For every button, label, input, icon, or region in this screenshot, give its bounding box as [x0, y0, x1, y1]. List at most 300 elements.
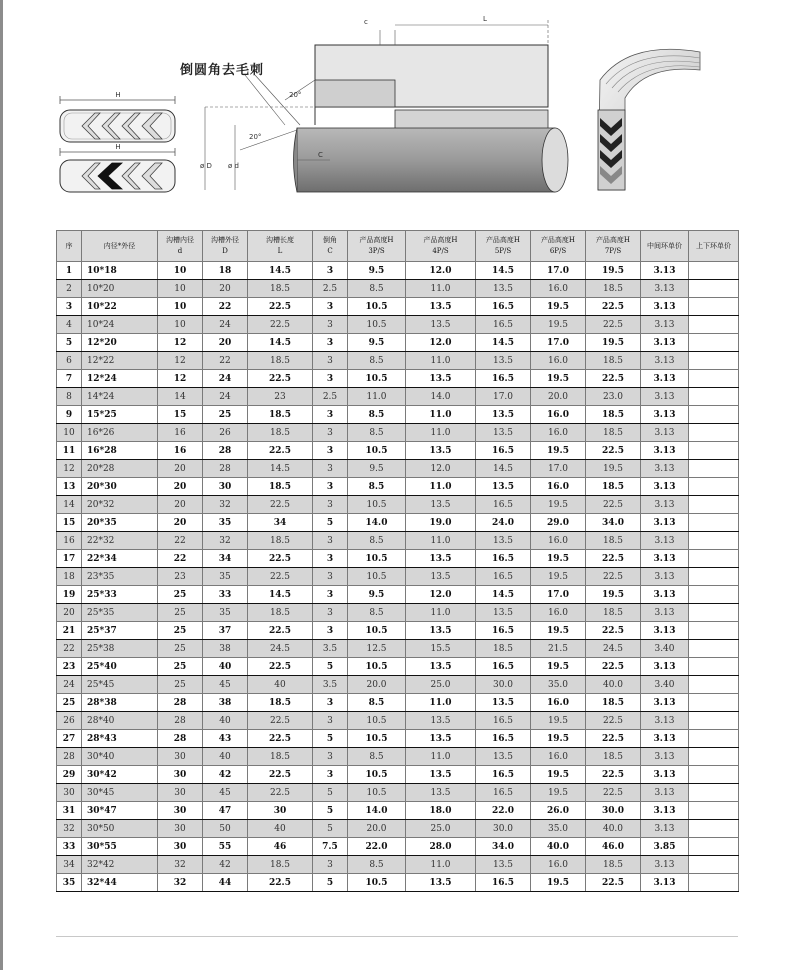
- table-cell: 22.5: [586, 496, 641, 514]
- table-cell: 27: [57, 730, 82, 748]
- table-row: [57, 820, 739, 838]
- table-cell: 22.5: [586, 298, 641, 316]
- table-row: [57, 712, 739, 730]
- table-cell: 17.0: [531, 262, 586, 280]
- table-cell: 14: [158, 388, 203, 406]
- table-cell: 23: [57, 658, 82, 676]
- spec-table: [56, 230, 739, 892]
- table-cell: 16.5: [476, 442, 531, 460]
- angle-20-top: 20°: [289, 91, 302, 99]
- table-cell: 19.5: [531, 550, 586, 568]
- table-cell: 26.0: [531, 802, 586, 820]
- table-cell: 22.5: [586, 316, 641, 334]
- table-cell: 1: [57, 262, 82, 280]
- table-row: [57, 424, 739, 442]
- table-cell: 13.5: [406, 730, 476, 748]
- table-cell: 12.5: [348, 640, 406, 658]
- table-cell: 11.0: [406, 406, 476, 424]
- table-cell: 18.5: [248, 604, 313, 622]
- table-cell: 13.5: [406, 766, 476, 784]
- table-cell: 14.5: [476, 334, 531, 352]
- footer-divider: [56, 936, 738, 937]
- table-cell: 3: [313, 766, 348, 784]
- table-cell: [689, 784, 739, 802]
- table-cell: 34: [248, 514, 313, 532]
- table-cell: 22.5: [248, 622, 313, 640]
- table-cell: 18.5: [248, 478, 313, 496]
- table-cell: 14.5: [476, 262, 531, 280]
- table-cell: 22.5: [586, 622, 641, 640]
- table-cell: 22.5: [586, 784, 641, 802]
- table-cell: 16.5: [476, 622, 531, 640]
- table-cell: 3.13: [641, 694, 689, 712]
- table-cell: 9.5: [348, 262, 406, 280]
- table-cell: [689, 856, 739, 874]
- table-cell: 22: [158, 550, 203, 568]
- table-cell: 19.5: [531, 622, 586, 640]
- table-cell: 13.5: [476, 280, 531, 298]
- diagram-svg: [0, 0, 790, 225]
- table-cell: 5: [313, 874, 348, 892]
- table-cell: 22.5: [248, 766, 313, 784]
- table-cell: 17.0: [531, 334, 586, 352]
- table-cell: 9.5: [348, 334, 406, 352]
- table-cell: 10: [158, 262, 203, 280]
- column-header-sub: C: [327, 247, 333, 255]
- table-row: [57, 802, 739, 820]
- table-cell: 10: [158, 298, 203, 316]
- table-cell: 10*18: [82, 262, 158, 280]
- table-cell: 13.5: [476, 478, 531, 496]
- table-cell: 20.0: [348, 820, 406, 838]
- table-cell: 20*32: [82, 496, 158, 514]
- table-cell: 3.13: [641, 280, 689, 298]
- table-cell: 22: [203, 352, 248, 370]
- table-row: [57, 514, 739, 532]
- table-cell: 22.5: [248, 730, 313, 748]
- table-cell: 19.5: [531, 496, 586, 514]
- dim-H-top: H: [115, 91, 121, 99]
- table-cell: 16*28: [82, 442, 158, 460]
- table-cell: 3.13: [641, 352, 689, 370]
- table-cell: 8.5: [348, 352, 406, 370]
- column-header: [641, 231, 689, 262]
- table-cell: [689, 496, 739, 514]
- table-cell: 30*47: [82, 802, 158, 820]
- dim-c-top: c: [364, 18, 368, 26]
- table-cell: 11.0: [406, 856, 476, 874]
- table-cell: [689, 838, 739, 856]
- column-header: [158, 231, 203, 262]
- table-cell: 3.13: [641, 550, 689, 568]
- table-cell: 14.5: [476, 586, 531, 604]
- table-cell: [689, 568, 739, 586]
- table-cell: 3: [313, 316, 348, 334]
- table-cell: 46.0: [586, 838, 641, 856]
- table-cell: 22.5: [586, 874, 641, 892]
- table-cell: 23.0: [586, 388, 641, 406]
- table-cell: [689, 802, 739, 820]
- dim-H-bottom: H: [115, 143, 121, 151]
- column-header: [689, 231, 739, 262]
- table-cell: 21.5: [531, 640, 586, 658]
- table-cell: 12*22: [82, 352, 158, 370]
- table-cell: 16.5: [476, 496, 531, 514]
- column-header: [248, 231, 313, 262]
- table-cell: 11.0: [406, 424, 476, 442]
- table-cell: 20: [203, 280, 248, 298]
- table-cell: 32: [57, 820, 82, 838]
- table-row: [57, 388, 739, 406]
- table-cell: 13.5: [406, 496, 476, 514]
- table-cell: 26: [57, 712, 82, 730]
- table-cell: 25: [158, 622, 203, 640]
- table-cell: 24.5: [248, 640, 313, 658]
- table-cell: 5: [313, 820, 348, 838]
- table-cell: 14.5: [248, 460, 313, 478]
- table-cell: 3: [313, 622, 348, 640]
- table-cell: 28*38: [82, 694, 158, 712]
- table-cell: 3.13: [641, 820, 689, 838]
- table-cell: 13.5: [406, 442, 476, 460]
- table-cell: 22.5: [248, 316, 313, 334]
- table-cell: 18.5: [586, 478, 641, 496]
- table-cell: 19.5: [531, 784, 586, 802]
- table-cell: [689, 352, 739, 370]
- deburr-label: 倒圆角去毛刺: [180, 63, 265, 78]
- table-cell: 28.0: [406, 838, 476, 856]
- table-cell: 22.5: [586, 712, 641, 730]
- table-cell: 22.5: [248, 874, 313, 892]
- table-cell: 32: [158, 856, 203, 874]
- table-cell: 18: [57, 568, 82, 586]
- table-cell: 30: [203, 478, 248, 496]
- packing-set-bottom: [60, 143, 175, 192]
- table-cell: 28: [158, 712, 203, 730]
- table-row: [57, 496, 739, 514]
- table-cell: 22.5: [248, 298, 313, 316]
- table-cell: 3.13: [641, 874, 689, 892]
- column-header-title: 上下环单价: [696, 241, 731, 250]
- table-cell: 16.5: [476, 658, 531, 676]
- table-row: [57, 658, 739, 676]
- table-cell: 10.5: [348, 550, 406, 568]
- table-row: [57, 784, 739, 802]
- table-cell: 3.5: [313, 676, 348, 694]
- table-cell: 10.5: [348, 658, 406, 676]
- table-row: [57, 442, 739, 460]
- table-cell: 3.40: [641, 676, 689, 694]
- table-cell: 25: [203, 406, 248, 424]
- table-cell: 35.0: [531, 676, 586, 694]
- table-cell: 25*40: [82, 658, 158, 676]
- column-header: [203, 231, 248, 262]
- table-cell: 3: [313, 712, 348, 730]
- table-cell: 3: [313, 370, 348, 388]
- table-cell: 22.0: [476, 802, 531, 820]
- table-cell: 19.5: [531, 442, 586, 460]
- table-cell: 19.5: [531, 712, 586, 730]
- table-header-row: [57, 231, 739, 262]
- column-header-title: 内径*外径: [103, 241, 136, 250]
- table-cell: 13.5: [406, 658, 476, 676]
- table-cell: 7: [57, 370, 82, 388]
- column-header-title: 序: [65, 241, 73, 250]
- table-cell: [689, 298, 739, 316]
- table-cell: 3.13: [641, 748, 689, 766]
- table-cell: 10*24: [82, 316, 158, 334]
- table-cell: 18.5: [248, 532, 313, 550]
- table-cell: 13.5: [406, 550, 476, 568]
- table-cell: 8.5: [348, 478, 406, 496]
- table-cell: 22: [158, 532, 203, 550]
- table-cell: 10.5: [348, 568, 406, 586]
- table-cell: 28*43: [82, 730, 158, 748]
- table-cell: 11.0: [406, 604, 476, 622]
- table-cell: 23: [158, 568, 203, 586]
- table-cell: 22.5: [586, 568, 641, 586]
- table-cell: 40: [203, 658, 248, 676]
- table-cell: 8.5: [348, 604, 406, 622]
- table-cell: 19.5: [586, 586, 641, 604]
- table-cell: 16.0: [531, 856, 586, 874]
- table-cell: 13.5: [476, 748, 531, 766]
- table-cell: 28: [203, 460, 248, 478]
- table-cell: 19.5: [531, 568, 586, 586]
- table-cell: 3.13: [641, 784, 689, 802]
- table-row: [57, 370, 739, 388]
- table-cell: 3: [313, 856, 348, 874]
- table-cell: 5: [313, 658, 348, 676]
- table-cell: 29.0: [531, 514, 586, 532]
- table-row: [57, 604, 739, 622]
- table-cell: 28: [158, 694, 203, 712]
- table-cell: 3.13: [641, 370, 689, 388]
- table-cell: 20*30: [82, 478, 158, 496]
- table-cell: 3: [313, 604, 348, 622]
- table-cell: 11.0: [406, 352, 476, 370]
- table-cell: 18.5: [248, 694, 313, 712]
- table-cell: 13.5: [476, 694, 531, 712]
- table-cell: 34.0: [476, 838, 531, 856]
- table-cell: 3.13: [641, 424, 689, 442]
- table-cell: 13.5: [476, 532, 531, 550]
- table-cell: 24: [203, 316, 248, 334]
- table-cell: 6: [57, 352, 82, 370]
- table-row: [57, 280, 739, 298]
- table-cell: 25: [158, 604, 203, 622]
- table-cell: 37: [203, 622, 248, 640]
- table-cell: 13: [57, 478, 82, 496]
- table-cell: 50: [203, 820, 248, 838]
- table-cell: 24: [57, 676, 82, 694]
- column-header: [406, 231, 476, 262]
- table-cell: [689, 406, 739, 424]
- table-row: [57, 352, 739, 370]
- table-cell: 16.5: [476, 568, 531, 586]
- column-header: [348, 231, 406, 262]
- table-cell: 16.0: [531, 280, 586, 298]
- table-cell: 13.5: [406, 712, 476, 730]
- column-header-title: 产品高度H: [359, 236, 394, 244]
- table-cell: [689, 604, 739, 622]
- table-cell: 3.13: [641, 298, 689, 316]
- table-cell: 45: [203, 676, 248, 694]
- table-cell: 16.5: [476, 784, 531, 802]
- table-cell: 22.5: [248, 550, 313, 568]
- table-cell: 22*34: [82, 550, 158, 568]
- table-cell: [689, 622, 739, 640]
- table-cell: 12*24: [82, 370, 158, 388]
- table-cell: 5: [313, 802, 348, 820]
- table-row: [57, 766, 739, 784]
- table-cell: 10.5: [348, 730, 406, 748]
- table-cell: 40.0: [531, 838, 586, 856]
- table-cell: 19.5: [586, 334, 641, 352]
- table-cell: 22.5: [248, 496, 313, 514]
- table-cell: 28: [158, 730, 203, 748]
- table-cell: 18.5: [586, 352, 641, 370]
- table-cell: 3.13: [641, 532, 689, 550]
- table-cell: 20: [158, 478, 203, 496]
- table-cell: 19.0: [406, 514, 476, 532]
- table-cell: 10*22: [82, 298, 158, 316]
- table-cell: 10.5: [348, 712, 406, 730]
- table-cell: 18.5: [248, 856, 313, 874]
- column-header: [313, 231, 348, 262]
- table-cell: 35.0: [531, 820, 586, 838]
- table-cell: 30.0: [586, 802, 641, 820]
- table-cell: [689, 676, 739, 694]
- table-cell: 15*25: [82, 406, 158, 424]
- table-cell: 13.5: [476, 424, 531, 442]
- table-cell: 14.0: [406, 388, 476, 406]
- table-cell: 3: [313, 460, 348, 478]
- table-cell: 17.0: [531, 586, 586, 604]
- table-cell: 33: [57, 838, 82, 856]
- column-header-sub: 6P/S: [549, 247, 567, 255]
- table-cell: 47: [203, 802, 248, 820]
- table-cell: [689, 874, 739, 892]
- table-row: [57, 316, 739, 334]
- table-cell: 16.5: [476, 298, 531, 316]
- table-cell: 9.5: [348, 460, 406, 478]
- table-cell: 31: [57, 802, 82, 820]
- table-cell: 26: [203, 424, 248, 442]
- table-cell: 18.5: [586, 604, 641, 622]
- table-cell: 35: [203, 514, 248, 532]
- table-cell: 20.0: [531, 388, 586, 406]
- table-cell: 18.5: [248, 280, 313, 298]
- table-row: [57, 262, 739, 280]
- table-cell: 3.13: [641, 802, 689, 820]
- table-cell: 22.5: [586, 550, 641, 568]
- table-cell: 14.5: [248, 334, 313, 352]
- table-cell: 8.5: [348, 748, 406, 766]
- table-cell: 32*42: [82, 856, 158, 874]
- table-cell: 13.5: [476, 856, 531, 874]
- table-cell: 30*55: [82, 838, 158, 856]
- table-cell: 11.0: [406, 478, 476, 496]
- table-cell: 13.5: [406, 568, 476, 586]
- column-header-title: 产品高度H: [485, 236, 521, 244]
- table-row: [57, 478, 739, 496]
- table-cell: [689, 388, 739, 406]
- angle-20-bottom: 20°: [249, 133, 262, 141]
- table-cell: 4: [57, 316, 82, 334]
- table-cell: 17: [57, 550, 82, 568]
- table-cell: 22.5: [586, 766, 641, 784]
- table-cell: 3.13: [641, 712, 689, 730]
- table-cell: 3.13: [641, 316, 689, 334]
- table-cell: 16.0: [531, 478, 586, 496]
- table-cell: 14.5: [248, 262, 313, 280]
- table-cell: [689, 550, 739, 568]
- column-header-title: 倒角: [323, 236, 337, 244]
- table-cell: 38: [203, 694, 248, 712]
- table-row: [57, 460, 739, 478]
- table-cell: 3: [313, 352, 348, 370]
- table-cell: 16.0: [531, 532, 586, 550]
- dim-C: C: [318, 151, 323, 159]
- table-cell: [689, 640, 739, 658]
- table-cell: [689, 514, 739, 532]
- table-cell: 23: [248, 388, 313, 406]
- table-cell: 3.13: [641, 604, 689, 622]
- table-cell: 19.5: [531, 370, 586, 388]
- table-row: [57, 694, 739, 712]
- table-row: [57, 676, 739, 694]
- table-cell: 18: [203, 262, 248, 280]
- table-cell: 11.0: [406, 694, 476, 712]
- table-cell: 34: [203, 550, 248, 568]
- table-cell: 32: [203, 532, 248, 550]
- table-cell: 19.5: [586, 460, 641, 478]
- table-cell: 3.13: [641, 442, 689, 460]
- groove-cross-section: [200, 15, 568, 192]
- table-cell: 10.5: [348, 874, 406, 892]
- table-cell: [689, 460, 739, 478]
- table-cell: 3.13: [641, 658, 689, 676]
- table-cell: 20: [158, 460, 203, 478]
- table-cell: 40: [203, 748, 248, 766]
- table-cell: 13.5: [476, 604, 531, 622]
- table-cell: 15: [158, 406, 203, 424]
- table-cell: 3.13: [641, 568, 689, 586]
- table-cell: 3: [313, 262, 348, 280]
- table-cell: 19.5: [531, 298, 586, 316]
- table-cell: 40: [248, 676, 313, 694]
- table-cell: 18.5: [248, 424, 313, 442]
- table-cell: 10*20: [82, 280, 158, 298]
- table-cell: 18.0: [406, 802, 476, 820]
- table-cell: 13.5: [406, 874, 476, 892]
- table-cell: 22.5: [248, 712, 313, 730]
- table-cell: 10.5: [348, 370, 406, 388]
- table-row: [57, 406, 739, 424]
- table-cell: 3.85: [641, 838, 689, 856]
- table-cell: 3: [313, 298, 348, 316]
- column-header-title: 产品高度H: [423, 236, 458, 244]
- table-row: [57, 874, 739, 892]
- column-header-sub: 4P/S: [432, 247, 449, 255]
- table-cell: 3: [313, 496, 348, 514]
- table-cell: 10: [57, 424, 82, 442]
- table-cell: 30*50: [82, 820, 158, 838]
- table-cell: 3.13: [641, 460, 689, 478]
- table-cell: 22.5: [248, 568, 313, 586]
- table-cell: 30.0: [476, 820, 531, 838]
